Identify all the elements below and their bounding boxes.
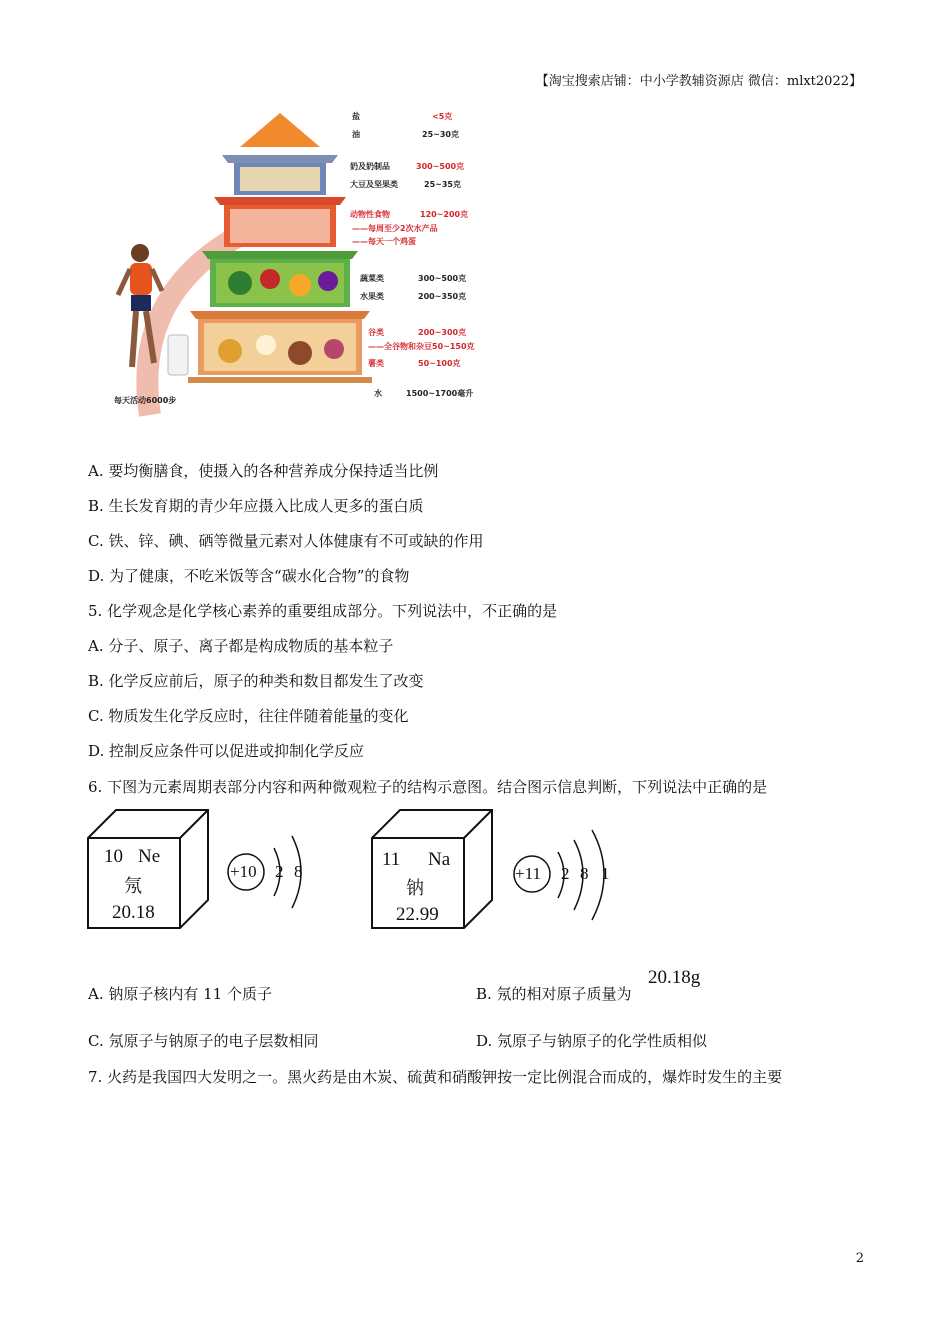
label-soy: 大豆及坚果类 (350, 180, 398, 189)
q6-option-b: B. 氖的相对原子质量为 (476, 985, 632, 1003)
q5-option-a: A. 分子、原子、离子都是构成物质的基本粒子 (88, 637, 394, 655)
label-salt: 盐 (352, 112, 360, 121)
label-soy-amount: 25~35克 (424, 180, 461, 189)
label-water-amount: 1500~1700毫升 (406, 389, 474, 398)
label-fruit: 水果类 (360, 292, 384, 301)
q6-stem: 6. 下图为元素周期表部分内容和两种微观粒子的结构示意图。结合图示信息判断，下列说法中正确的是 (88, 778, 768, 796)
pyramid-graphic (110, 105, 490, 435)
label-tuber: 薯类 (368, 359, 384, 368)
q5-option-b: B. 化学反应前后，原子的种类和数目都发生了改变 (88, 672, 424, 690)
label-oil-amount: 25~30克 (422, 130, 459, 139)
page-header: 【淘宝搜索店铺：中小学教辅资源店 微信：mlxt2022】 (535, 74, 862, 89)
q6-option-b-value: 20.18g (648, 967, 701, 988)
q6-option-d: D. 氖原子与钠原子的化学性质相似 (476, 1032, 708, 1050)
label-fruit-amount: 200~350克 (418, 292, 467, 301)
label-grain-amount: 200~300克 (418, 328, 467, 337)
ne-symbol: Ne (138, 846, 161, 867)
label-animal-amount: 120~200克 (420, 210, 469, 219)
food-pyramid-figure (110, 105, 490, 435)
na-atomic-number: 11 (382, 849, 401, 870)
label-dairy-amount: 300~500克 (416, 162, 465, 171)
q5-option-c: C. 物质发生化学反应时，往往伴随着能量的变化 (88, 707, 409, 725)
q7-stem: 7. 火药是我国四大发明之一。黑火药是由木炭、硫黄和硝酸钾按一定比例混合而成的，爆炸时发生的主要 (88, 1068, 783, 1086)
ne-shell-2: 8 (294, 862, 303, 881)
label-salt-amount: <5克 (432, 112, 453, 121)
q4-option-b: B. 生长发育期的青少年应摄入比成人更多的蛋白质 (88, 497, 424, 515)
na-shell-1: 2 (561, 864, 570, 883)
label-aquatic: ——每周至少2次水产品 (352, 224, 438, 233)
ne-name: 氖 (124, 876, 142, 897)
q4-option-c: C. 铁、锌、碘、硒等微量元素对人体健康有不可或缺的作用 (88, 532, 484, 550)
page-number: 2 (855, 1251, 864, 1266)
label-oil: 油 (352, 130, 360, 139)
label-tuber-amount: 50~100克 (418, 359, 461, 368)
label-activity: 每天活动6000步 (114, 396, 177, 405)
label-grain: 谷类 (368, 328, 384, 337)
label-whole-grain: ——全谷物和杂豆50~150克 (368, 342, 475, 351)
na-shell-3: 1 (601, 864, 610, 883)
q6-option-a: A. 钠原子核内有 11 个质子 (88, 985, 272, 1003)
ne-shell-1: 2 (275, 862, 284, 881)
label-water: 水 (374, 389, 382, 398)
q5-stem: 5. 化学观念是化学核心素养的重要组成部分。下列说法中，不正确的是 (88, 602, 558, 620)
label-animal: 动物性食物 (350, 210, 390, 219)
na-nucleus-charge: +11 (515, 864, 541, 883)
q4-option-a: A. 要均衡膳食，使摄入的各种营养成分保持适当比例 (88, 462, 439, 480)
label-veg: 蔬菜类 (360, 274, 384, 283)
ne-atomic-number: 10 (104, 846, 123, 867)
na-atomic-mass: 22.99 (396, 904, 439, 925)
q5-option-d: D. 控制反应条件可以促进或抑制化学反应 (88, 742, 365, 760)
label-dairy: 奶及奶制品 (350, 162, 390, 171)
q4-option-d: D. 为了健康，不吃米饭等含“碳水化合物”的食物 (88, 567, 410, 585)
ne-atomic-mass: 20.18 (112, 902, 155, 923)
na-symbol: Na (428, 849, 451, 870)
ne-nucleus-charge: +10 (230, 862, 257, 881)
label-veg-amount: 300~500克 (418, 274, 467, 283)
label-egg: ——每天一个鸡蛋 (352, 237, 416, 246)
na-name: 钠 (406, 878, 424, 899)
na-shell-2: 8 (580, 864, 589, 883)
q6-option-c: C. 氖原子与钠原子的电子层数相同 (88, 1032, 319, 1050)
